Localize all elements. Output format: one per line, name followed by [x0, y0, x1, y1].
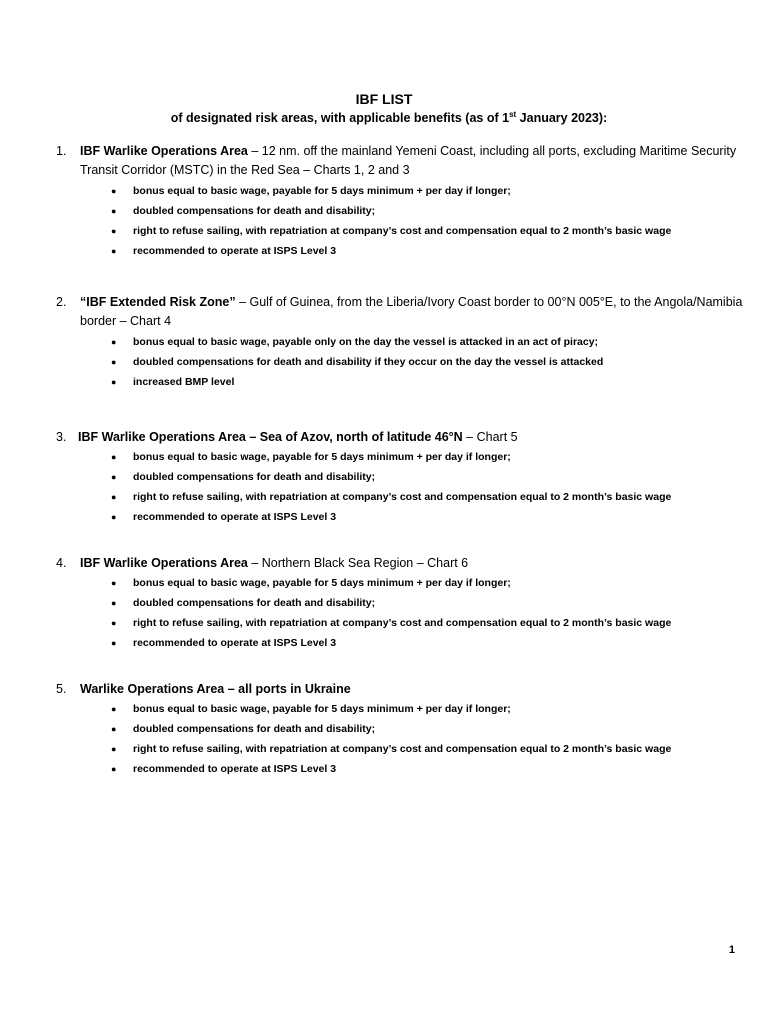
section-heading-text [56, 142, 746, 180]
benefit-list [56, 574, 746, 654]
bullet-icon: ● [111, 638, 117, 648]
document-subtitle [0, 111, 768, 125]
benefit-item [56, 182, 746, 202]
benefit-item [56, 488, 746, 508]
bullet-icon: ● [111, 357, 117, 367]
subtitle-text-start: of designated risk areas, with applicable benefits (as of 1 [170, 111, 510, 125]
benefit-item [56, 740, 746, 760]
bullet-icon: ● [111, 598, 117, 608]
bullet-icon: ● [111, 246, 117, 256]
section-heading-rest: – Chart 5 [462, 430, 518, 444]
benefit-text: bonus equal to basic wage, payable for 5 days minimum + per day if longer; [133, 185, 511, 197]
section-heading-bold: IBF Warlike Operations Area – Sea of Azov, north of latitude 46°N [78, 430, 463, 444]
section-heading [56, 680, 746, 699]
document-title: IBF LIST [355, 91, 413, 107]
bullet-icon: ● [111, 492, 117, 502]
bullet-icon: ● [111, 472, 117, 482]
section-number: 1. [56, 144, 67, 158]
benefit-text: right to refuse sailing, with repatriation at company’s cost and compensation equal to 2 month’s basic wage [133, 743, 672, 755]
benefit-item [56, 760, 746, 780]
benefit-item [56, 720, 746, 740]
section-number: 4. [56, 556, 67, 570]
benefit-list [56, 182, 746, 262]
bullet-icon: ● [111, 226, 117, 236]
benefit-text: doubled compensations for death and disability; [133, 205, 376, 217]
bullet-icon: ● [111, 764, 117, 774]
benefit-item [56, 700, 746, 720]
benefit-text: right to refuse sailing, with repatriation at company’s cost and compensation equal to 2 month’s basic wage [133, 617, 672, 629]
benefit-item [56, 634, 746, 654]
benefit-item [56, 242, 746, 262]
benefit-text: doubled compensations for death and disability; [133, 597, 376, 609]
benefit-item [56, 202, 746, 222]
section-heading-rest: – 12 nm. off the mainland Yemeni Coast, including all ports, excluding Maritime Security Transit Corridor (MSTC) in the Red Sea – Charts 1, 2 and 3 [80, 144, 737, 177]
section-heading-bold: Warlike Operations Area – all ports in Ukraine [80, 682, 351, 696]
bullet-icon: ● [111, 724, 117, 734]
bullet-icon: ● [111, 704, 117, 714]
bullet-icon: ● [111, 337, 117, 347]
benefit-text: bonus equal to basic wage, payable for 5 days minimum + per day if longer; [133, 577, 511, 589]
section-number: 3. [56, 430, 67, 444]
section-heading-text [56, 680, 746, 699]
section-heading-bold: IBF Warlike Operations Area [80, 144, 248, 158]
section-heading-rest: – Gulf of Guinea, from the Liberia/Ivory Coast border to 00°N 005°E, to the Angola/Namibia border – Chart 4 [80, 295, 743, 328]
benefit-item [56, 333, 746, 353]
benefit-text: recommended to operate at ISPS Level 3 [133, 763, 337, 775]
risk-area-section-1 [56, 142, 746, 262]
bullet-icon: ● [111, 744, 117, 754]
page-number: 1 [728, 944, 735, 956]
section-number: 2. [56, 295, 67, 309]
bullet-icon: ● [111, 618, 117, 628]
section-heading-bold: “IBF Extended Risk Zone” [80, 295, 236, 309]
risk-area-section-5 [56, 680, 746, 780]
section-heading-bold: IBF Warlike Operations Area [80, 556, 248, 570]
benefit-text: right to refuse sailing, with repatriation at company’s cost and compensation equal to 2 month’s basic wage [133, 491, 672, 503]
section-number: 5. [56, 682, 67, 696]
benefit-item [56, 614, 746, 634]
benefit-text: bonus equal to basic wage, payable for 5 days minimum + per day if longer; [133, 451, 511, 463]
section-heading [56, 554, 746, 573]
benefit-text: increased BMP level [133, 376, 235, 388]
benefit-text: recommended to operate at ISPS Level 3 [133, 245, 337, 257]
section-heading-text [56, 554, 746, 573]
benefit-text: right to refuse sailing, with repatriation at company’s cost and compensation equal to 2 month’s basic wage [133, 225, 672, 237]
benefit-item [56, 594, 746, 614]
benefit-text: doubled compensations for death and disability if they occur on the day the vessel is attacked [133, 356, 604, 368]
benefit-item [56, 468, 746, 488]
benefit-text: bonus equal to basic wage, payable only on the day the vessel is attacked in an act of piracy; [133, 336, 599, 348]
benefit-item [56, 574, 746, 594]
section-heading-rest: – Northern Black Sea Region – Chart 6 [247, 556, 469, 570]
benefit-item [56, 448, 746, 468]
bullet-icon: ● [111, 512, 117, 522]
subtitle-text-end: January 2023): [516, 111, 608, 125]
benefit-item [56, 222, 746, 242]
benefit-text: bonus equal to basic wage, payable for 5 days minimum + per day if longer; [133, 703, 511, 715]
subtitle-superscript: st [509, 110, 517, 119]
benefit-list [56, 448, 746, 528]
benefit-list [56, 333, 746, 393]
section-heading [56, 428, 746, 447]
bullet-icon: ● [111, 578, 117, 588]
risk-area-section-3 [56, 428, 746, 528]
section-heading [56, 142, 746, 180]
benefit-text: doubled compensations for death and disability; [133, 723, 376, 735]
benefit-item [56, 353, 746, 373]
section-heading-text [56, 428, 746, 447]
benefit-text: recommended to operate at ISPS Level 3 [133, 511, 337, 523]
bullet-icon: ● [111, 377, 117, 387]
benefit-item [56, 373, 746, 393]
benefit-list [56, 700, 746, 780]
section-heading [56, 293, 746, 331]
bullet-icon: ● [111, 186, 117, 196]
risk-area-section-4 [56, 554, 746, 654]
risk-area-section-2 [56, 293, 746, 393]
section-heading-text [56, 293, 746, 331]
bullet-icon: ● [111, 206, 117, 216]
benefit-text: doubled compensations for death and disability; [133, 471, 376, 483]
bullet-icon: ● [111, 452, 117, 462]
benefit-item [56, 508, 746, 528]
benefit-text: recommended to operate at ISPS Level 3 [133, 637, 337, 649]
